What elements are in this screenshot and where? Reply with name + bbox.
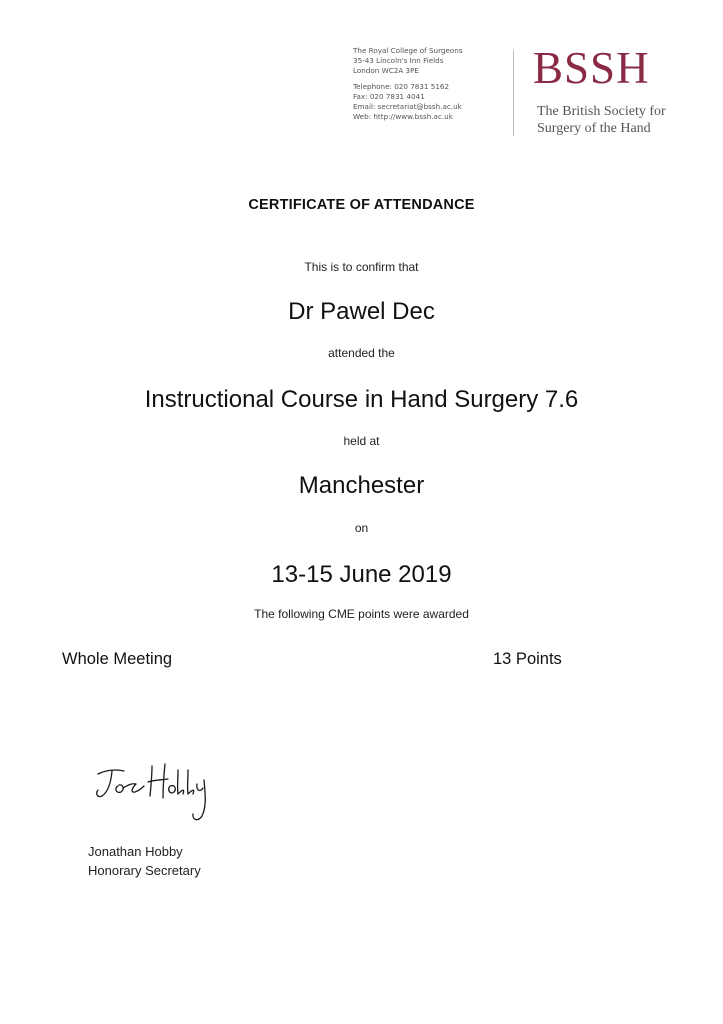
points-value: 13 Points	[493, 650, 562, 668]
web-line: Web: http://www.bssh.ac.uk	[353, 112, 453, 121]
email-line: Email: secretariat@bssh.ac.uk	[353, 102, 462, 111]
organization-name	[537, 103, 707, 137]
course-name: Instructional Course in Hand Surgery 7.6	[144, 386, 579, 413]
event-date: 13-15 June 2019	[271, 561, 452, 588]
cme-text: The following CME points were awarded	[254, 607, 469, 621]
organization-name-line: The British Society for	[537, 104, 666, 119]
meeting-label: Whole Meeting	[62, 650, 173, 668]
attendee-name: Dr Pawel Dec	[288, 298, 435, 325]
address-block	[353, 46, 503, 122]
bssh-logo: BSSH	[533, 43, 650, 93]
location: Manchester	[298, 472, 425, 499]
header-divider	[513, 50, 514, 136]
signature	[90, 752, 225, 827]
address-line: 35-43 Lincoln's Inn Fields	[353, 56, 444, 65]
signatory-role: Honorary Secretary	[88, 863, 201, 878]
confirm-text: This is to confirm that	[304, 260, 419, 274]
certificate-title: CERTIFICATE OF ATTENDANCE	[248, 197, 475, 213]
organization-name-line: Surgery of the Hand	[537, 121, 651, 136]
fax-line: Fax: 020 7831 4041	[353, 92, 425, 101]
signatory-name: Jonathan Hobby	[88, 844, 183, 859]
on-text: on	[354, 521, 369, 535]
address-line: London WC2A 3PE	[353, 66, 419, 75]
attended-text: attended the	[328, 346, 395, 360]
address-line: The Royal College of Surgeons	[353, 46, 463, 55]
telephone-line: Telephone: 020 7831 5162	[353, 82, 450, 91]
held-at-text: held at	[343, 434, 380, 448]
